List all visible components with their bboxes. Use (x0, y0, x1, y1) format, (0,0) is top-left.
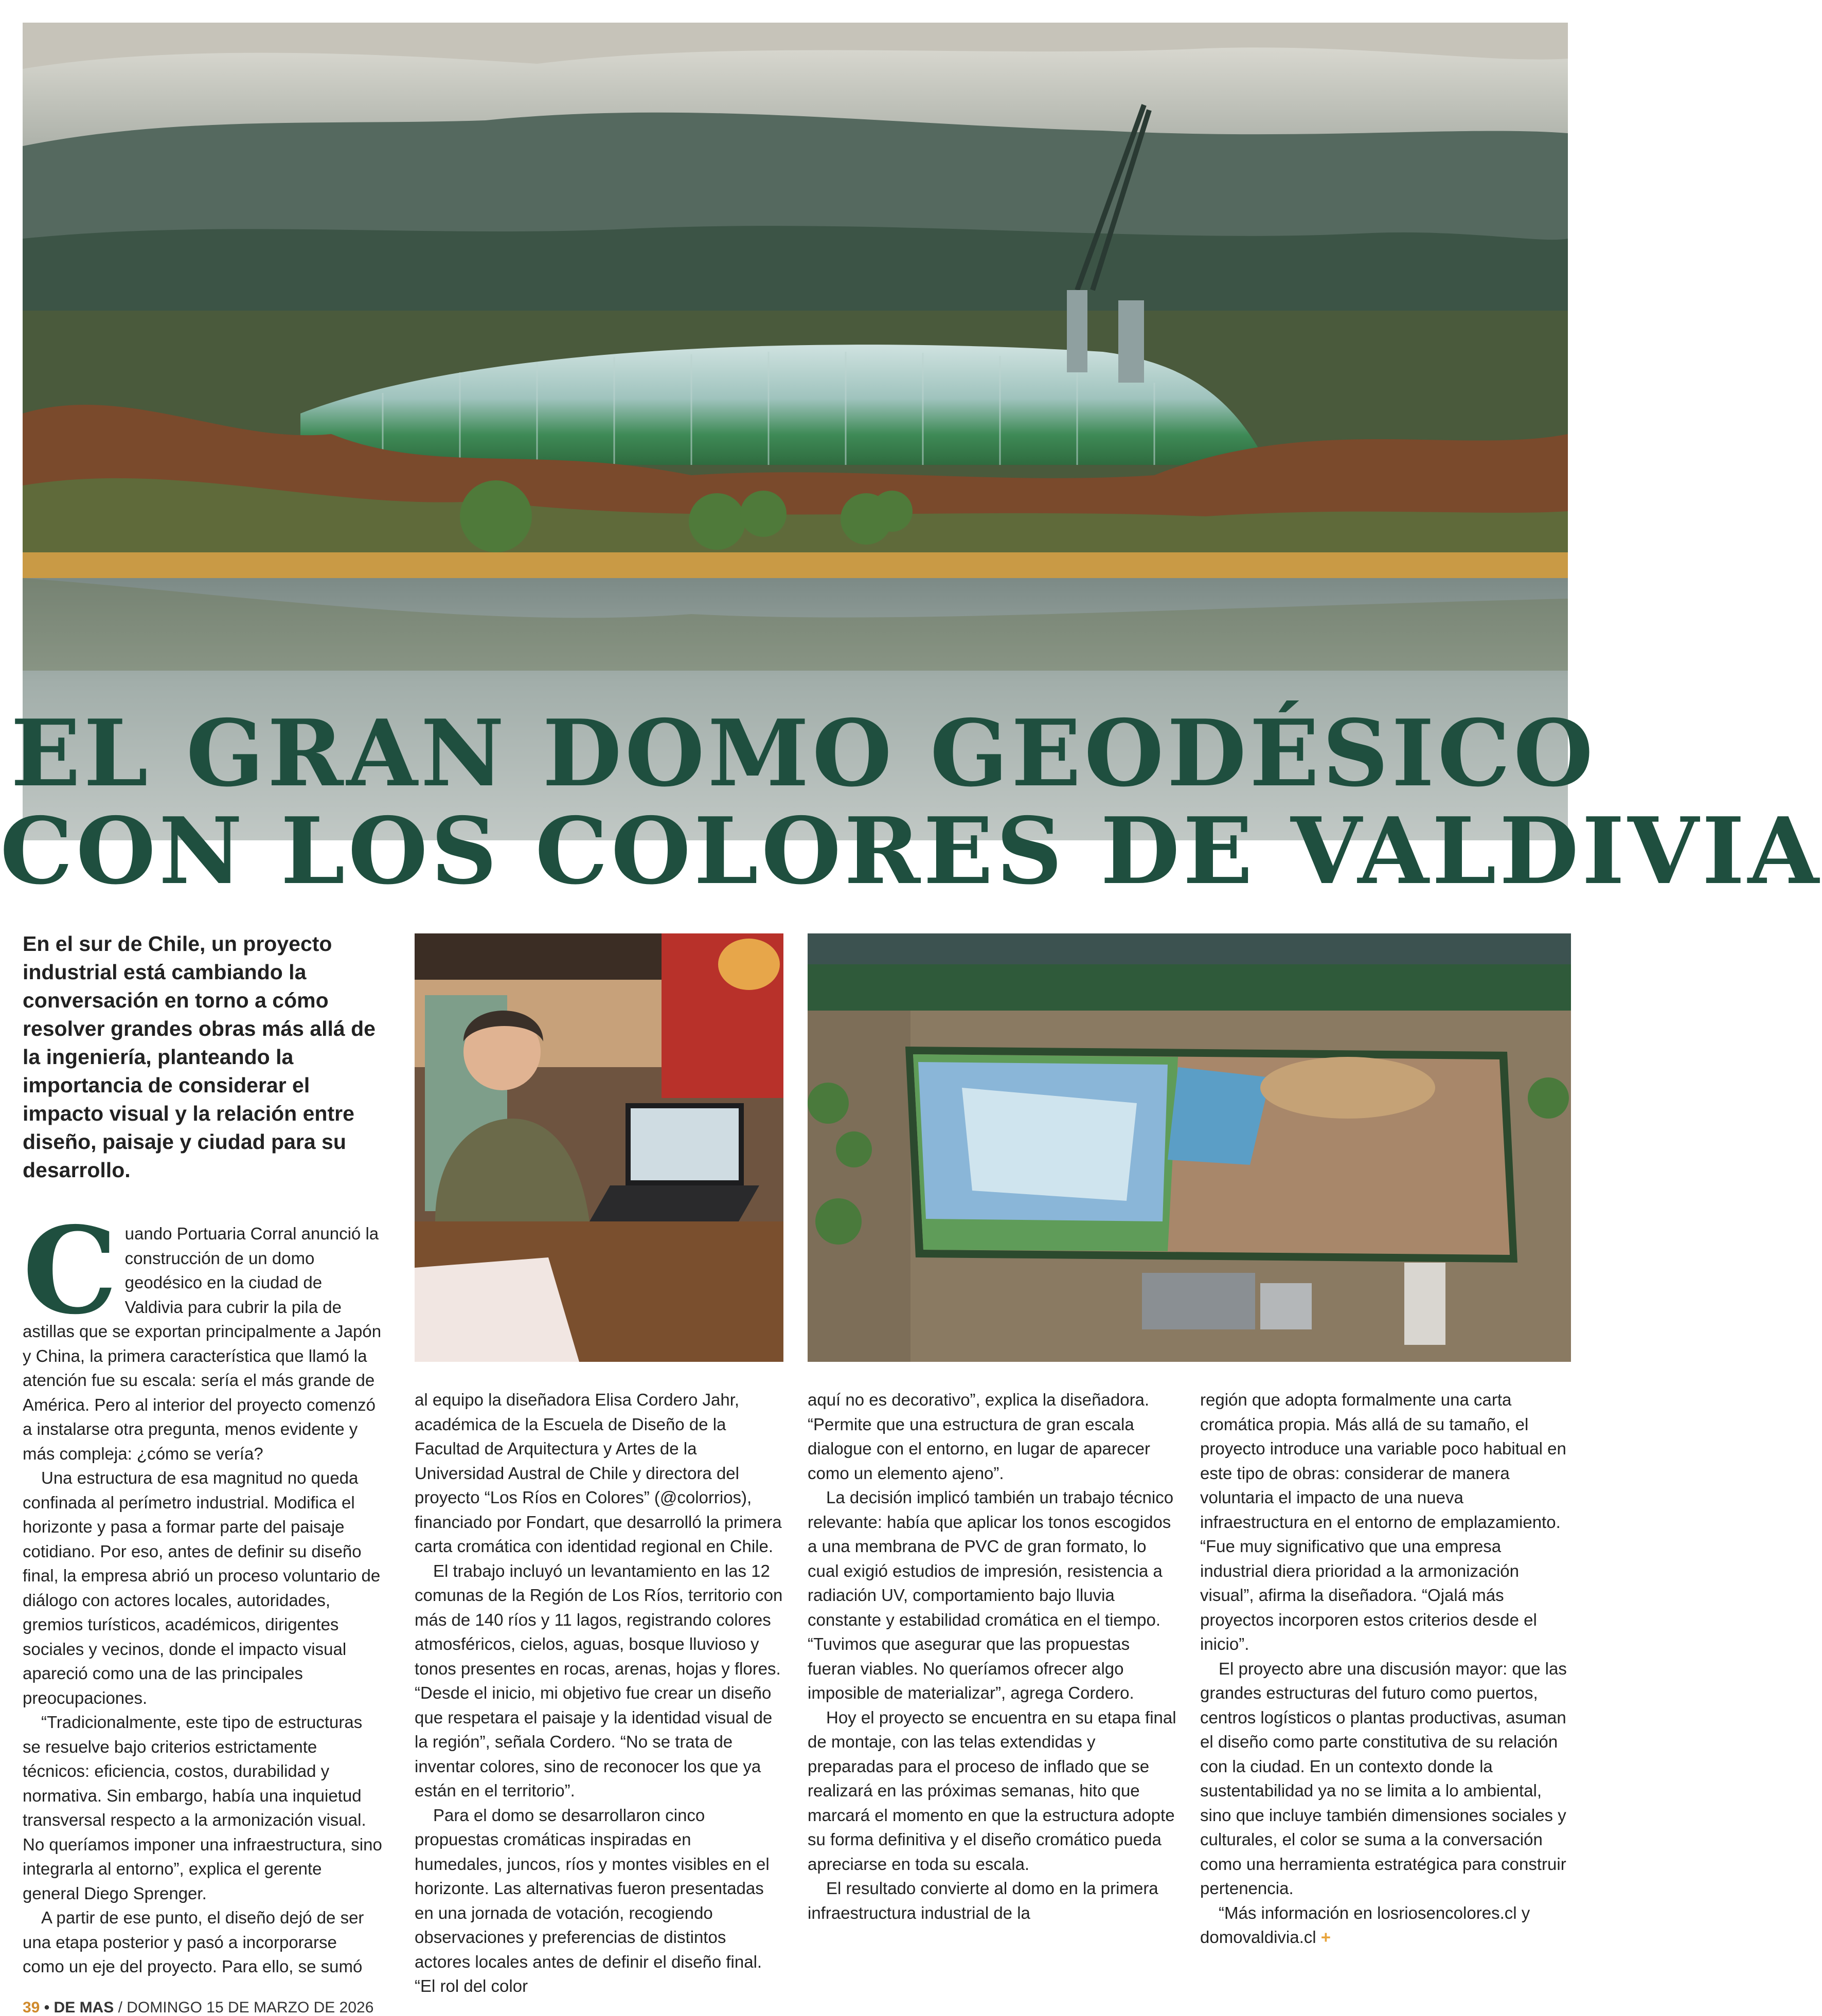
body-paragraph: región que adopta formalmente una carta cromática propia. Más allá de su tamaño, el proyecto introduce una variable poco habitual en este tipo de obras: considerar de manera voluntaria el impacto de una nueva infraestructura en el entorno de emplazamiento. “Fue muy significativo que una empresa industrial diera prioridad a la armonización visual”, afirma la diseñadora. “Ojalá más proyectos incorporen estos criterios desde el inicio”. (1200, 1390, 1566, 1653)
aerial-photo (808, 933, 1571, 1362)
body-paragraph (1200, 1901, 1568, 1950)
publication-date: DOMINGO 15 DE MARZO DE 2026 (127, 1999, 374, 2016)
body-paragraph: Para el domo se desarrollaron cinco propuestas cromáticas inspiradas en humedales, juncos, ríos y montes visibles en el horizonte. Las alternativas fueron presentadas en una jornada de votación, recogiendo observaciones y preferencias de distintos actores locales antes de definir el diseño final. “El rol del color (415, 1805, 770, 1995)
body-column-1 (23, 1200, 383, 1979)
body-paragraph: aquí no es decorativo”, explica la diseñadora. “Permite que una estructura de gran escala dialogue con el entorno, en lugar de aparecer como un elemento ajeno”. (808, 1390, 1150, 1483)
end-mark-icon: + (1320, 1928, 1331, 1947)
body-text: “Más información en losriosencolores.cl y domovaldivia.cl (1200, 1903, 1530, 1947)
headline-line-1: EL GRAN DOMO GEODÉSICO (10, 699, 1597, 807)
body-column-2 (415, 1388, 783, 1999)
publication-name: • DE MAS (44, 1999, 114, 2016)
body-paragraph: El trabajo incluyó un levantamiento en las 12 comunas de la Región de Los Ríos, territorio con más de 140 ríos y 11 lagos, registrando colores atmosféricos, cielos, aguas, bosque lluvioso y tonos presentes en rocas, arenas, hojas y flores. “Desde el inicio, mi objetivo fue crear un diseño que respetara el paisaje y la identidad visual de la región”, señala Cordero. “No se trata de inventar colores, sino de reconocer los que ya están en el territorio”. (415, 1561, 783, 1800)
lead-paragraph: En el sur de Chile, un proyecto industrial está cambiando la conversación en torno a cómo resolver grandes obras más allá de la ingeniería, planteando la importancia de considerar el impacto visual y la relación entre diseño, paisaje y ciudad para su desarrollo. (23, 932, 376, 1182)
aerial-illustration (808, 933, 1571, 1362)
body-text: uando Portuaria Corral anunció la construcción de un domo geodésico en la ciudad de Valdivia para cubrir la pila de astillas que se exportan principalmente a Japón y China, la primera característica que llamó la atención fue su escala: sería el más grande de América. Pero al interior del proyecto comenzó a instalarse otra pregunta, menos evidente y más compleja: ¿cómo se vería? (23, 1224, 382, 1463)
body-paragraph: La decisión implicó también un trabajo técnico relevante: había que aplicar los tonos escogidos a una membrana de PVC de gran formato, lo cual exigió estudios de impresión, resistencia a radiación UV, comportamiento bajo lluvia constante y estabilidad cromática en el tiempo. “Tuvimos que asegurar que las propuestas fueran viables. No queríamos ofrecer algo imposible de materializar”, agrega Cordero. (808, 1488, 1174, 1702)
drop-cap: C (23, 1200, 118, 1341)
headline-line-2: CON LOS COLORES DE VALDIVIA (0, 797, 1822, 905)
designer-illustration (415, 933, 783, 1362)
body-paragraph (23, 1200, 383, 1466)
body-paragraph: Hoy el proyecto se encuentra en su etapa final de montaje, con las telas extendidas y preparadas para el proceso de inflado que se realizará en las próximas semanas, hito que marcará el momento en que la estructura adopte su forma definitiva y el diseño cromático pueda apreciarse en toda su escala. (808, 1707, 1176, 1874)
body-paragraph: “Tradicionalmente, este tipo de estructuras se resuelve bajo criterios estrictamente técnicos: eficiencia, costos, durabilidad y normativa. Sin embargo, había una inquietud transversal respecto a la armonización visual. No queríamos imponer una infraestructura, sino integrarla al entorno”, explica el gerente general Diego Sprenger. (23, 1713, 382, 1903)
body-paragraph: Una estructura de esa magnitud no queda confinada al perímetro industrial. Modifica el horizonte y pasa a formar parte del paisaje cotidiano. Por eso, antes de definir su diseño final, la empresa abrió un proceso voluntario de diálogo con actores locales, autoridades, gremios turísticos, académicos, dirigentes sociales y vecinos, donde el impacto visual apareció como una de las principales preocupaciones. (23, 1468, 381, 1707)
body-column-3 (808, 1388, 1176, 1925)
headline (0, 699, 1822, 905)
page-footer (23, 2000, 373, 2016)
designer-photo (415, 933, 783, 1362)
body-paragraph: El proyecto abre una discusión mayor: que las grandes estructuras del futuro como puertos, centros logísticos o plantas productivas, asuman el diseño como parte constitutiva de su relación con la ciudad. En un contexto donde la sustentabilidad ya no se limita a lo ambiental, sino que incluye también dimensiones sociales y culturales, el color se suma a la conversación como una herramienta estratégica para construir pertenencia. (1200, 1659, 1567, 1898)
body-paragraph: al equipo la diseñadora Elisa Cordero Jahr, académica de la Escuela de Diseño de la Facultad de Arquitectura y Artes de la Universidad Austral de Chile y directora del proyecto “Los Ríos en Colores” (@colorrios), financiado por Fondart, que desarrolló la primera carta cromática con identidad regional en Chile. (415, 1390, 782, 1556)
page-number: 39 (23, 1999, 40, 2016)
body-paragraph: El resultado convierte al domo en la primera infraestructura industrial de la (808, 1879, 1158, 1922)
body-paragraph: A partir de ese punto, el diseño dejó de ser una etapa posterior y pasó a incorporarse como un eje del proyecto. Para ello, se sumó (23, 1908, 364, 1976)
footer-separator: / (118, 1999, 122, 2016)
body-column-4 (1200, 1388, 1568, 1950)
